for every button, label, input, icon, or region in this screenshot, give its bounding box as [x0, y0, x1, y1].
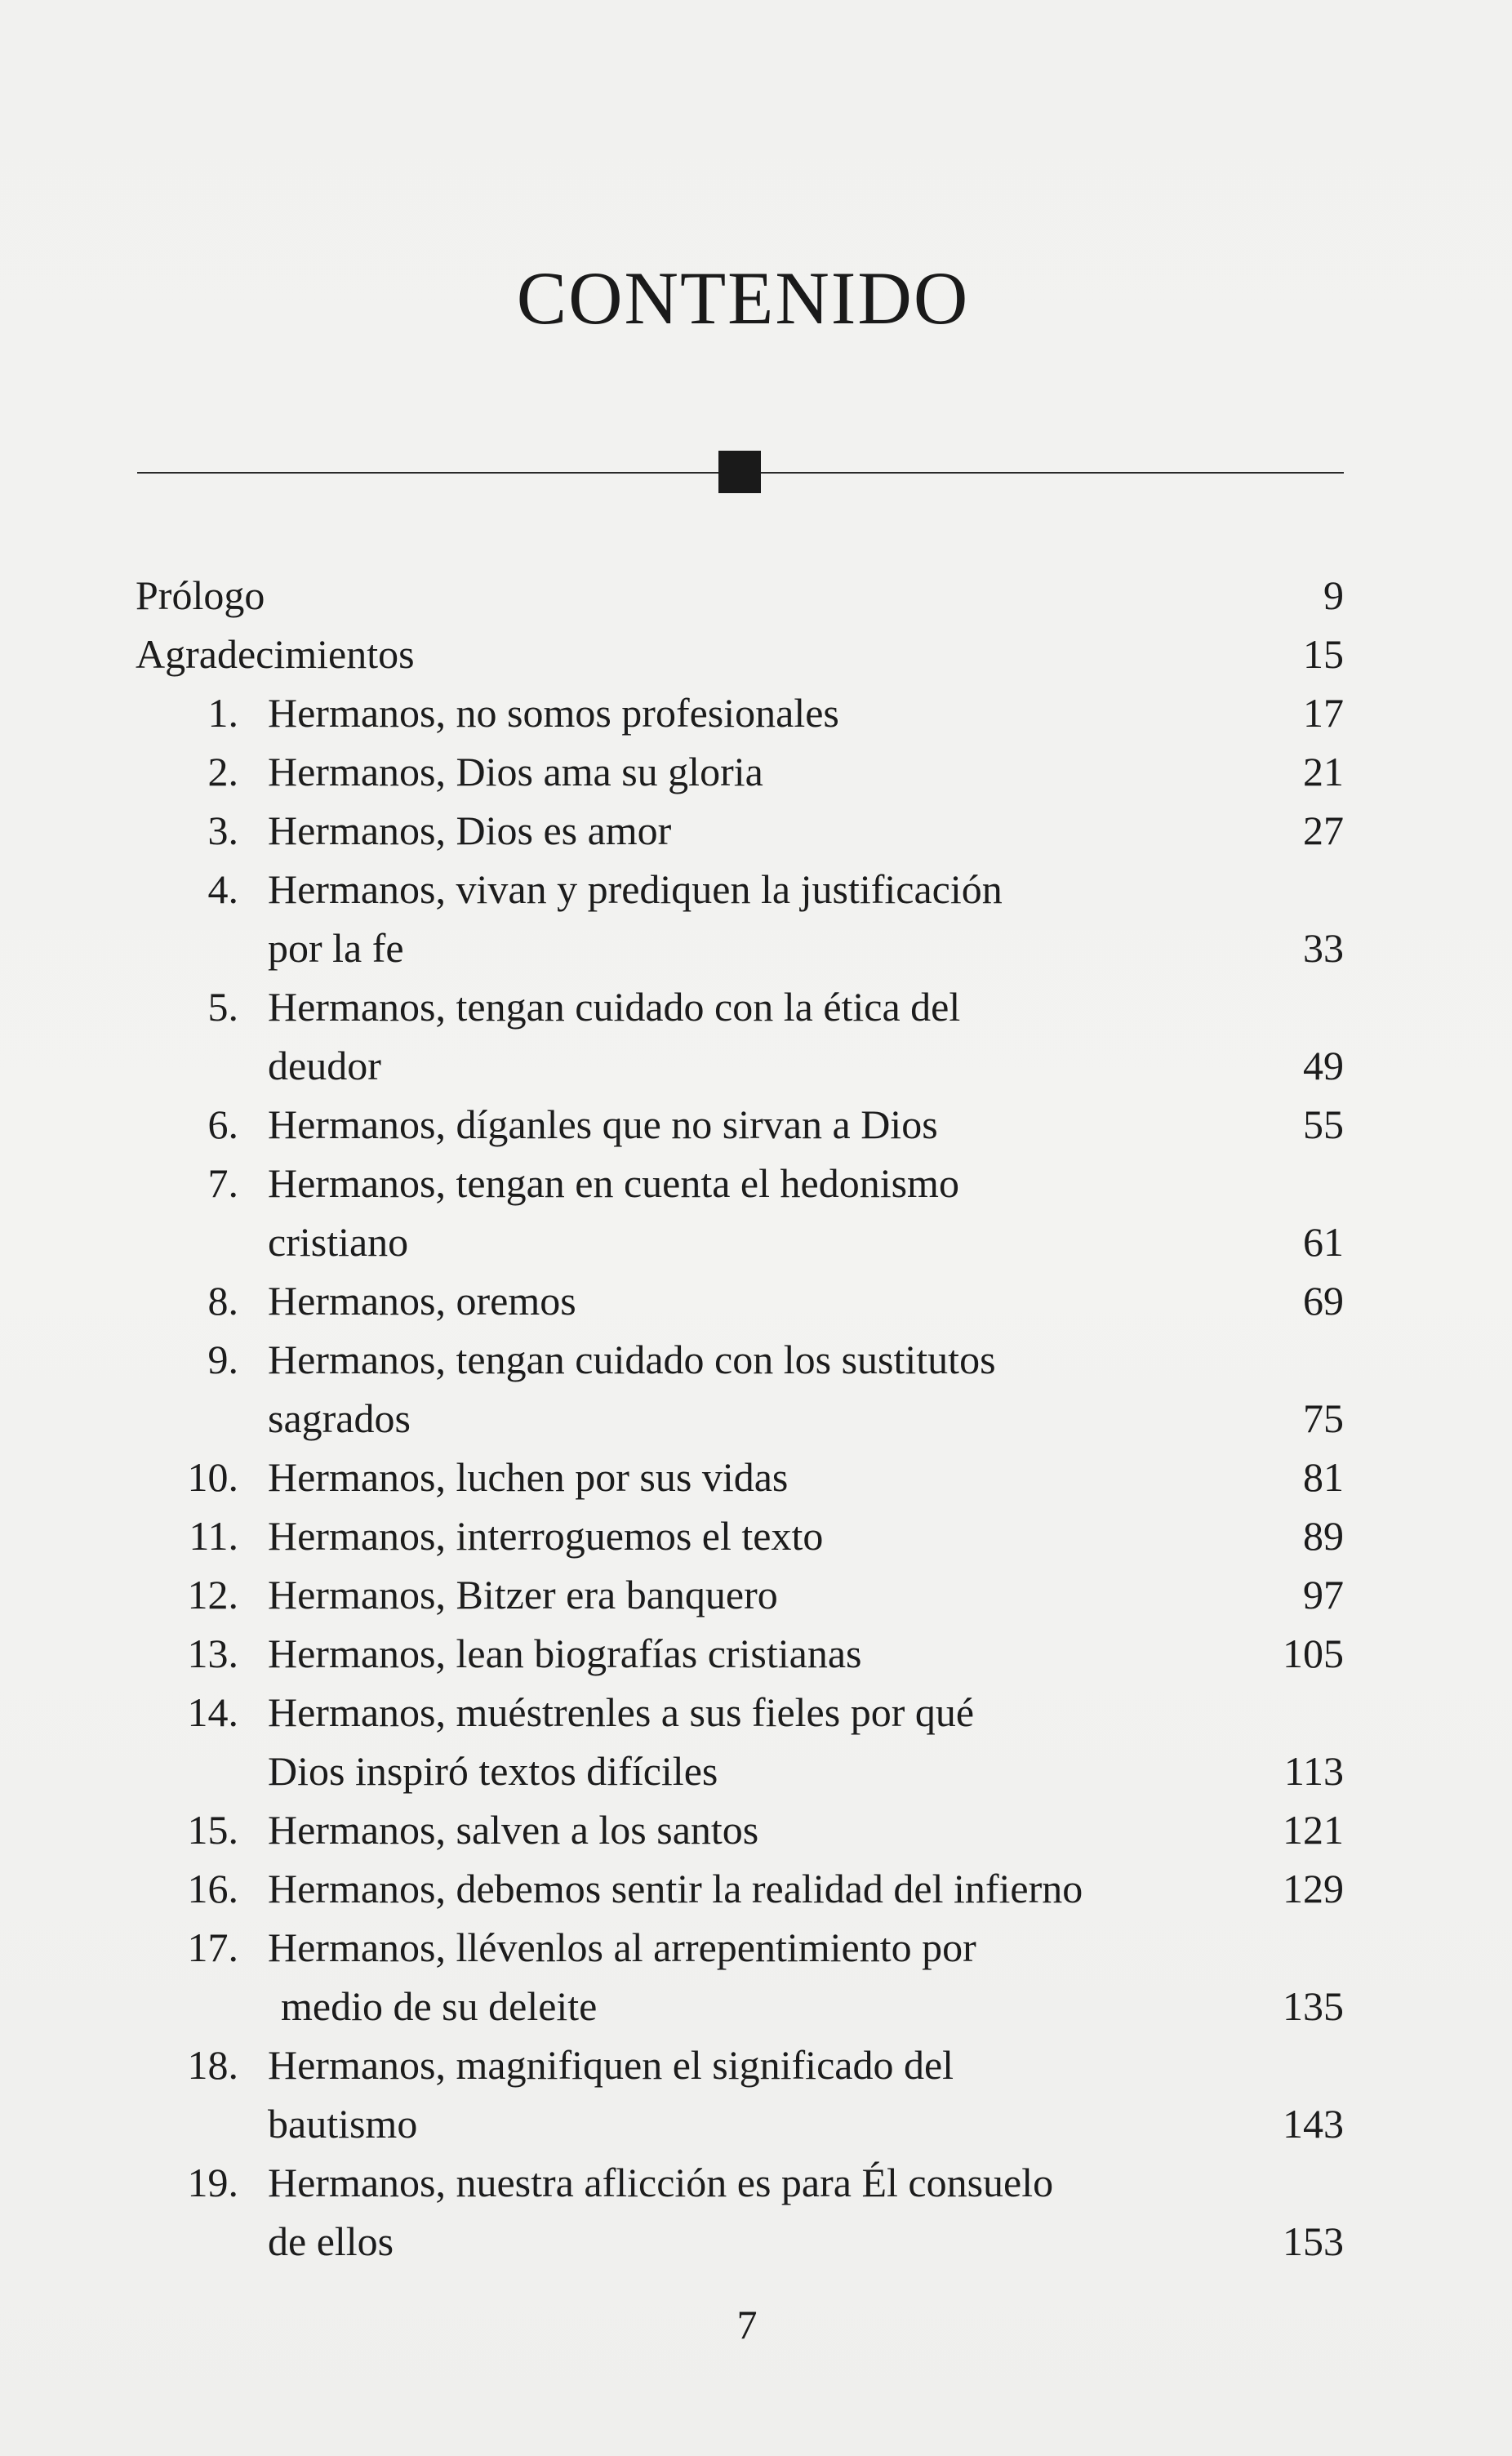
toc-entry-page: 97 [1303, 1572, 1344, 1617]
toc-entry-page: 135 [1283, 1983, 1344, 2029]
toc-entry-page: 33 [1303, 925, 1344, 971]
toc-entry-number: 17. [187, 1924, 238, 1970]
toc-entry-title: Hermanos, tengan cuidado con la ética del [268, 984, 961, 1030]
toc-entry-number: 3. [207, 808, 238, 853]
toc-entry-page: 9 [1323, 572, 1344, 618]
toc-entry-title: Hermanos, Bitzer era banquero [268, 1572, 778, 1617]
toc-entry-number: 7. [207, 1160, 238, 1206]
toc-entry-number: 10. [187, 1454, 238, 1500]
toc-entry-title: Hermanos, oremos [268, 1278, 576, 1324]
toc-entry-number: 2. [207, 749, 238, 794]
toc-entry-title-continued: deudor [268, 1043, 381, 1088]
page-title: CONTENIDO [516, 256, 970, 340]
toc-entry-title-continued: sagrados [268, 1395, 411, 1441]
toc-entry-page: 17 [1303, 690, 1344, 736]
toc-entry-title: Hermanos, vivan y prediquen la justificación [268, 866, 1003, 912]
toc-entry-number: 11. [189, 1513, 238, 1559]
toc-entry-title: Hermanos, tengan cuidado con los sustitutos [268, 1337, 996, 1382]
toc-entry-title: Hermanos, debemos sentir la realidad del infierno [268, 1866, 1083, 1911]
ornament-square [718, 451, 761, 493]
toc-entry-page: 69 [1303, 1278, 1344, 1324]
toc-entry-number: 15. [187, 1807, 238, 1853]
toc-entry-number: 6. [207, 1101, 238, 1147]
toc-entry-number: 13. [187, 1631, 238, 1676]
toc-entry-title-continued: Dios inspiró textos difíciles [268, 1748, 718, 1794]
toc-entry-title: Hermanos, muéstrenles a sus fieles por qué [268, 1689, 975, 1735]
toc-entry-page: 15 [1303, 631, 1344, 677]
toc-entry-title: Hermanos, lean biografías cristianas [268, 1631, 862, 1676]
toc-entry-number: 19. [187, 2160, 238, 2205]
toc-entry-title: Hermanos, Dios es amor [268, 808, 672, 853]
toc-entry-title: Hermanos, no somos profesionales [268, 690, 839, 736]
toc-entry-title: Hermanos, salven a los santos [268, 1807, 759, 1853]
toc-entry-title: Hermanos, nuestra aflicción es para Él consuelo [268, 2160, 1054, 2205]
toc-entry-number: 4. [207, 866, 238, 912]
toc-entry-title-continued: de ellos [268, 2218, 394, 2264]
toc-entry-page: 153 [1283, 2218, 1344, 2264]
toc-entry-page: 55 [1303, 1101, 1344, 1147]
toc-entry-title-continued: medio de su deleite [281, 1983, 598, 2029]
toc-entry-page: 121 [1283, 1807, 1344, 1853]
toc-entry-page: 81 [1303, 1454, 1344, 1500]
toc-entry-page: 21 [1303, 749, 1344, 794]
toc-entry-title: Prólogo [136, 572, 265, 618]
toc-entry-number: 1. [207, 690, 238, 736]
toc-entry-title-continued: por la fe [268, 925, 404, 971]
toc-entry-number: 18. [187, 2042, 238, 2088]
toc-entry-title-continued: cristiano [268, 1219, 409, 1265]
toc-entry-title: Hermanos, tengan en cuenta el hedonismo [268, 1160, 959, 1206]
toc-entry-title: Hermanos, interroguemos el texto [268, 1513, 824, 1559]
toc-entry-title: Hermanos, magnifiquen el significado del [268, 2042, 954, 2088]
toc-entry-page: 27 [1303, 808, 1344, 853]
toc-entry-page: 113 [1283, 1748, 1344, 1794]
toc-entry-number: 5. [207, 984, 238, 1030]
toc-entry-title-continued: bautismo [268, 2101, 418, 2147]
toc-entry-title: Hermanos, luchen por sus vidas [268, 1454, 789, 1500]
toc-entry-number: 16. [187, 1866, 238, 1911]
toc-entry-page: 105 [1283, 1631, 1344, 1676]
toc-entry-number: 9. [207, 1337, 238, 1382]
toc-entry-title: Hermanos, llévenlos al arrepentimiento por [268, 1924, 976, 1970]
toc-entry-page: 75 [1303, 1395, 1344, 1441]
toc-entry-title: Hermanos, Dios ama su gloria [268, 749, 763, 794]
toc-entry-title: Agradecimientos [136, 631, 415, 677]
toc-entry-page: 129 [1283, 1866, 1344, 1911]
toc-entry-page: 89 [1303, 1513, 1344, 1559]
toc-entry-page: 61 [1303, 1219, 1344, 1265]
page-number: 7 [736, 2302, 758, 2347]
toc-entry-number: 12. [187, 1572, 238, 1617]
toc-entry-title: Hermanos, díganles que no sirvan a Dios [268, 1101, 938, 1147]
toc-entry-page: 143 [1283, 2101, 1344, 2147]
toc-entry-number: 8. [207, 1278, 238, 1324]
toc-entry-number: 14. [187, 1689, 238, 1735]
toc-entry-page: 49 [1303, 1043, 1344, 1088]
